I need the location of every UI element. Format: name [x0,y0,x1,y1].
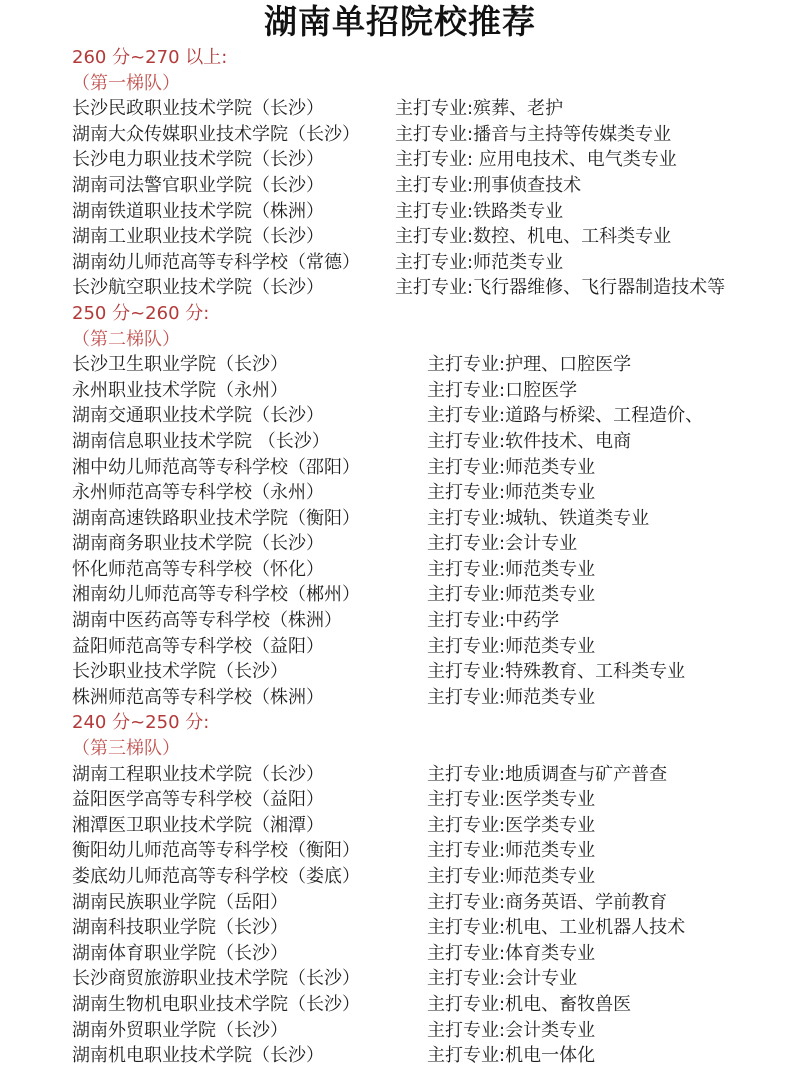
school-major: 主打专业:道路与桥梁、工程造价、 [427,405,704,427]
school-name: 长沙电力职业技术学院（长沙） [72,149,324,171]
school-name: 湘潭医卫职业技术学院（湘潭） [72,814,324,836]
school-row [72,403,800,429]
school-row [72,1043,800,1069]
tier-label: （第三梯队） [72,738,180,760]
school-name: 湖南中医药高等专科学校（株洲） [72,610,342,632]
school-major: 主打专业:会计专业 [427,968,578,990]
school-name: 湖南民族职业学院（岳阳） [72,891,288,913]
school-name: 湖南司法警官职业学院（长沙） [72,174,324,196]
school-name: 湖南工程职业技术学院（长沙） [72,763,324,785]
school-major: 主打专业:地质调查与矿产普查 [427,763,668,785]
school-row [72,915,800,941]
school-row [72,429,800,455]
school-name: 湖南工业职业技术学院（长沙） [72,226,324,248]
school-name: 长沙航空职业技术学院（长沙） [72,277,324,299]
school-row [72,762,800,788]
school-row [72,787,800,813]
school-row [72,147,800,173]
school-major: 主打专业:商务英语、学前教育 [427,891,668,913]
school-row [72,224,800,250]
school-name: 永州职业技术学院（永州） [72,379,288,401]
school-name: 益阳师范高等专科学校（益阳） [72,635,324,657]
school-name: 湖南体育职业学院（长沙） [72,942,288,964]
school-name: 湖南外贸职业学院（长沙） [72,1019,288,1041]
school-name: 湖南生物机电职业技术学院（长沙） [72,993,360,1015]
page-title: 湖南单招院校推荐 [264,2,536,41]
school-name: 长沙卫生职业学院（长沙） [72,354,288,376]
school-major: 主打专业:师范类专业 [427,840,596,862]
school-name: 怀化师范高等专科学校（怀化） [72,558,324,580]
school-name: 湖南信息职业技术学院 （长沙） [72,430,330,452]
school-name: 湖南机电职业技术学院（长沙） [72,1045,324,1067]
tier-label: （第一梯队） [72,72,180,94]
school-major: 主打专业:机电、畜牧兽医 [427,993,632,1015]
school-row [72,506,800,532]
school-major: 主打专业:师范类专业 [427,635,596,657]
school-name: 湖南商务职业技术学院（长沙） [72,533,324,555]
school-major: 主打专业:护理、口腔医学 [427,354,632,376]
school-major: 主打专业:医学类专业 [427,814,596,836]
school-major: 主打专业:殡葬、老护 [395,98,564,120]
school-row [72,634,800,660]
school-major: 主打专业:会计专业 [427,533,578,555]
school-row [72,941,800,967]
school-row [72,966,800,992]
school-row [72,199,800,225]
school-row [72,1018,800,1044]
school-row [72,685,800,711]
school-row [72,659,800,685]
school-row [72,250,800,276]
school-name: 湖南科技职业学院（长沙） [72,917,288,939]
tier-section [72,710,800,1068]
school-major: 主打专业:机电一体化 [427,1045,596,1067]
school-row [72,838,800,864]
school-name: 湖南铁道职业技术学院（株洲） [72,200,324,222]
school-major: 主打专业:飞行器维修、飞行器制造技术等 [395,277,726,299]
school-list [72,45,800,1069]
school-major: 主打专业:特殊教育、工科类专业 [427,661,686,683]
school-name: 长沙商贸旅游职业技术学院（长沙） [72,968,360,990]
school-major: 主打专业:师范类专业 [427,866,596,887]
school-name: 湘中幼儿师范高等专科学校（邵阳） [72,456,360,478]
school-major: 主打专业:医学类专业 [427,789,596,811]
school-major: 主打专业:城轨、铁道类专业 [427,507,650,529]
school-name: 永州师范高等专科学校（永州） [72,482,324,504]
school-major: 主打专业:中药学 [427,610,560,632]
school-major: 主打专业:师范类专业 [395,251,564,273]
score-range-heading: 240 分~250 分: [72,712,210,734]
school-row [72,96,800,122]
school-name: 湖南幼儿师范高等专科学校（常德） [72,251,360,273]
school-major: 主打专业:机电、工业机器人技术 [427,917,686,939]
school-name: 长沙民政职业技术学院（长沙） [72,98,324,120]
tier-section [72,301,800,711]
school-row [72,275,800,301]
school-row [72,557,800,583]
school-row [72,455,800,481]
school-row [72,480,800,506]
school-major: 主打专业:师范类专业 [427,482,596,504]
school-name: 湖南交通职业技术学院（长沙） [72,405,324,427]
school-name: 衡阳幼儿师范高等专科学校（衡阳） [72,840,360,862]
school-row [72,608,800,634]
school-row [72,122,800,148]
school-row [72,864,800,890]
school-row [72,531,800,557]
tier-section [72,45,800,301]
school-row [72,992,800,1018]
school-major: 主打专业:师范类专业 [427,456,596,478]
school-name: 长沙职业技术学院（长沙） [72,661,288,683]
school-major: 主打专业:师范类专业 [427,686,596,708]
school-row [72,378,800,404]
school-major: 主打专业:师范类专业 [427,558,596,580]
school-major: 主打专业:数控、机电、工科类专业 [395,226,672,248]
school-major: 主打专业:口腔医学 [427,379,578,401]
school-name: 株洲师范高等专科学校（株洲） [72,686,324,708]
school-major: 主打专业:播音与主持等传媒类专业 [395,123,672,145]
school-row [72,890,800,916]
school-name: 湘南幼儿师范高等专科学校（郴州） [72,584,360,606]
school-row [72,352,800,378]
score-range-heading: 260 分~270 以上: [72,47,228,68]
school-row [72,582,800,608]
school-major: 主打专业:体育类专业 [427,942,596,964]
school-major: 主打专业:刑事侦查技术 [395,174,582,196]
school-row [72,813,800,839]
school-name: 湖南高速铁路职业技术学院（衡阳） [72,507,360,529]
school-major: 主打专业:软件技术、电商 [427,430,632,452]
school-name: 益阳医学高等专科学校（益阳） [72,789,324,811]
school-major: 主打专业: 应用电技术、电气类专业 [395,149,677,171]
school-major: 主打专业:师范类专业 [427,584,596,606]
tier-label: （第二梯队） [72,328,180,350]
school-name: 娄底幼儿师范高等专科学校（娄底） [72,866,360,887]
school-row [72,173,800,199]
school-major: 主打专业:铁路类专业 [395,200,564,222]
score-range-heading: 250 分~260 分: [72,302,210,324]
school-name: 湖南大众传媒职业技术学院（长沙） [72,123,360,145]
school-major: 主打专业:会计类专业 [427,1019,596,1041]
